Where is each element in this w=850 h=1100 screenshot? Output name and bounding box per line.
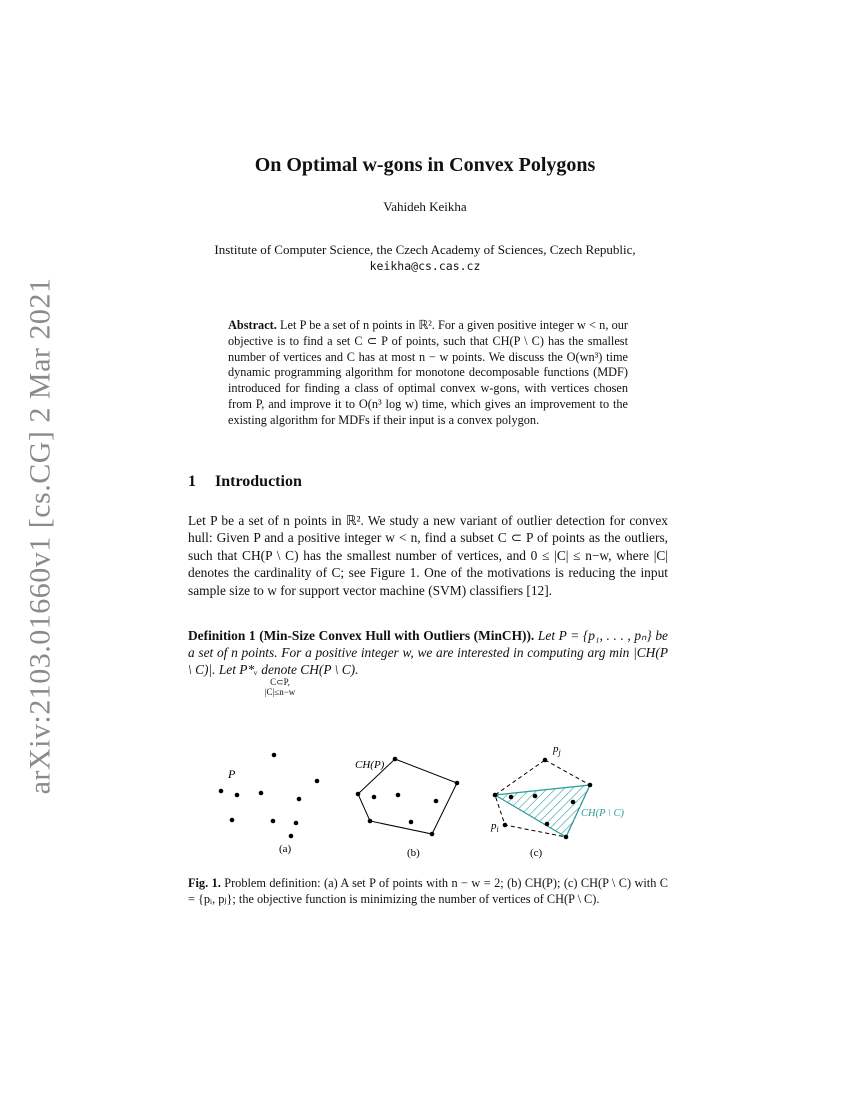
- argmin-sub-line2: |C|≤n−w: [264, 687, 296, 697]
- argmin-subscript: [250, 677, 310, 697]
- point: [219, 789, 224, 794]
- affiliation-block: [0, 241, 850, 275]
- abstract: [228, 318, 628, 429]
- definition-body: Let P = {p₁, . . . , pₙ} be a set of n points. For a positive integer w, we are interested in computing arg min |CH(P \ C)|. Let P*ᵥ denote CH(P \ C).: [188, 628, 669, 678]
- figure-caption: [188, 876, 668, 908]
- point: [455, 781, 460, 786]
- point: [315, 779, 320, 784]
- point: [509, 795, 514, 800]
- point: [271, 819, 276, 824]
- outlier-pi: [503, 823, 508, 828]
- point: [430, 832, 435, 837]
- point: [434, 799, 439, 804]
- point: [272, 753, 277, 758]
- figure-1: [200, 745, 660, 865]
- point: [368, 819, 373, 824]
- point: [297, 797, 302, 802]
- pj-label: $p_j$: [553, 745, 561, 757]
- point: [564, 835, 569, 840]
- point: [372, 795, 377, 800]
- point: [396, 793, 401, 798]
- intro-paragraph: Let P be a set of n points in ℝ². We study a new variant of outlier detection for convex hull: Given P and a positive integer w < n, find a subset C ⊂ P of points as the outliers, such that CH(P \ C) has the smallest number of vertices, and 0 ≤ |C| ≤ n−w, where |C| denotes the cardinality of C; see Figure 1. One of the motivations is reducing the input sample size to w for support vector machine (SVM) classifiers [12].: [188, 513, 668, 598]
- caption-label: Fig. 1.: [188, 876, 221, 890]
- point: [409, 820, 414, 825]
- point: [230, 818, 235, 823]
- definition-1: [188, 627, 668, 679]
- point: [533, 794, 538, 799]
- author-name: Vahideh Keikha: [383, 199, 467, 214]
- point: [588, 783, 593, 788]
- panel-c-hull-label: CH(P \ C): [581, 808, 624, 819]
- definition-heading: Definition 1 (Min-Size Convex Hull with Outliers (MinCH)).: [188, 628, 535, 643]
- pi-label: $p_i$: [491, 820, 499, 834]
- section-title: Introduction: [215, 473, 302, 490]
- figure-1-svg: [200, 745, 660, 865]
- abstract-label: Abstract.: [228, 318, 277, 332]
- point: [259, 791, 264, 796]
- panel-a-caption: (a): [279, 843, 292, 855]
- panel-a: [219, 753, 320, 855]
- arxiv-side-stamp: [10, 277, 70, 795]
- point: [235, 793, 240, 798]
- point: [493, 793, 498, 798]
- reduced-hull-hatched: [495, 785, 590, 837]
- panel-a-set-label: P: [228, 767, 236, 781]
- point: [545, 822, 550, 827]
- panel-c-caption: (c): [530, 847, 543, 859]
- arxiv-identifier: arXiv:2103.01660v1 [cs.CG] 2 Mar 2021: [23, 277, 56, 795]
- point: [289, 834, 294, 839]
- argmin-sub-line1: C⊂P,: [270, 677, 290, 687]
- affiliation: Institute of Computer Science, the Czech Academy of Sciences, Czech Republic,: [214, 242, 636, 257]
- paper-title: On Optimal w-gons in Convex Polygons: [254, 154, 596, 176]
- point: [294, 821, 299, 826]
- abstract-text: Let P be a set of n points in ℝ². For a given positive integer w < n, our objective is to find a set C ⊂ P of points, such that CH(P \ C) has the smallest number of vertices and C has at most n − w points. We discuss the O(wn³) time dynamic programming algorithm for monotone decomposable functions (MDF) introduced for finding a class of optimal convex w-gons, with vertices chosen from P, and improve it to O(n³ log w) time, which gives an improvement to the existing algorithm for MDFs if their input is a convex polygon.: [228, 318, 628, 427]
- author-email[interactable]: keikha@cs.cas.cz: [369, 259, 481, 273]
- panel-b: [355, 757, 459, 859]
- panel-b-hull-label: CH(P): [355, 759, 385, 771]
- panel-b-caption: (b): [407, 847, 420, 859]
- outlier-pj: [543, 758, 548, 763]
- point: [571, 800, 576, 805]
- point: [393, 757, 398, 762]
- section-number: 1: [188, 473, 196, 490]
- caption-text: Problem definition: (a) A set P of points with n − w = 2; (b) CH(P); (c) CH(P \ C) with C = {pᵢ, pⱼ}; the objective function is minimizing the number of vertices of CH(P \ C).: [188, 876, 668, 906]
- point: [356, 792, 361, 797]
- section-heading: [188, 473, 302, 491]
- panel-c: [490, 745, 624, 859]
